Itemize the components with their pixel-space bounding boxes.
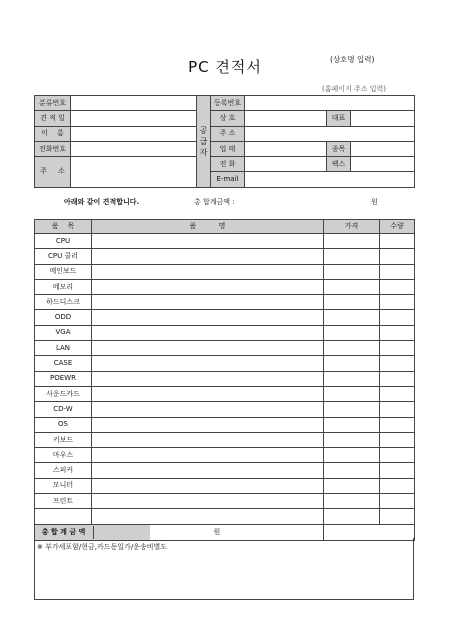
page-title: PC 견적서 <box>188 58 262 76</box>
item-category: CPU 쿨러 <box>35 249 92 264</box>
item-qty-cell[interactable] <box>380 310 415 325</box>
phone-label: 전화번호 <box>35 141 71 156</box>
phone-value[interactable] <box>71 141 197 156</box>
estimate-phrase: 아래와 같이 견적합니다. <box>64 198 140 206</box>
supplier-address-label: 주 소 <box>211 126 245 141</box>
date-label: 견 적 일 <box>35 111 71 126</box>
item-category: CD-W <box>35 402 92 417</box>
item-qty-cell[interactable] <box>380 249 415 264</box>
item-name-cell[interactable] <box>92 402 324 417</box>
homepage-placeholder: (홈페이지 주소 입력) <box>322 85 387 93</box>
category-value[interactable] <box>71 96 197 111</box>
item-qty-cell[interactable] <box>380 402 415 417</box>
table-row <box>35 494 415 509</box>
table-row <box>35 402 415 417</box>
item-price-cell[interactable] <box>324 432 380 447</box>
col-header-name: 품 명 <box>92 220 324 234</box>
item-price-cell[interactable] <box>324 478 380 493</box>
item-qty-cell[interactable] <box>380 478 415 493</box>
item-name-cell[interactable] <box>92 279 324 294</box>
item-qty-cell[interactable] <box>380 356 415 371</box>
item-name-cell[interactable] <box>92 478 324 493</box>
item-price-cell[interactable] <box>324 310 380 325</box>
item-price-cell[interactable] <box>324 279 380 294</box>
table-row <box>35 417 415 432</box>
item-name-cell[interactable] <box>92 463 324 478</box>
estimate-line <box>34 195 414 211</box>
company-label: 상 호 <box>211 111 245 126</box>
supplier-label: 공 급 자 <box>197 96 211 188</box>
col-header-category: 품 목 <box>35 220 92 234</box>
item-name-cell[interactable] <box>92 249 324 264</box>
item-qty-cell[interactable] <box>380 509 415 524</box>
item-name-cell[interactable] <box>92 341 324 356</box>
item-price-cell[interactable] <box>324 494 380 509</box>
reg-no-value[interactable] <box>245 96 415 111</box>
item-qty-cell[interactable] <box>380 234 415 249</box>
supplier-phone-label: 전 화 <box>211 157 245 172</box>
item-price-cell[interactable] <box>324 295 380 310</box>
email-label: E-mail <box>211 172 245 187</box>
reg-no-label: 등록번호 <box>211 96 245 111</box>
item-qty-cell[interactable] <box>380 417 415 432</box>
date-value[interactable] <box>71 111 197 126</box>
table-row <box>35 463 415 478</box>
item-price-cell[interactable] <box>324 509 380 524</box>
table-row <box>35 371 415 386</box>
table-row <box>35 325 415 340</box>
table-row <box>35 341 415 356</box>
address-label: 주 소 <box>35 157 71 188</box>
item-qty-cell[interactable] <box>380 371 415 386</box>
item-category: 프린트 <box>35 494 92 509</box>
item-qty-cell[interactable] <box>380 279 415 294</box>
table-row <box>35 448 415 463</box>
table-row <box>35 295 415 310</box>
item-qty-cell[interactable] <box>380 295 415 310</box>
fax-label: 팩스 <box>327 157 351 172</box>
item-category: CASE <box>35 356 92 371</box>
rep-label: 대표 <box>327 111 351 126</box>
business-label: 업 태 <box>211 141 245 156</box>
table-row <box>35 310 415 325</box>
address-value[interactable] <box>71 157 197 188</box>
item-category: OS <box>35 417 92 432</box>
item-qty-cell[interactable] <box>380 386 415 401</box>
item-name-cell[interactable] <box>92 417 324 432</box>
item-category: 모니터 <box>35 478 92 493</box>
item-name-cell[interactable] <box>92 371 324 386</box>
grand-total-label-text: 총 합 계 금 액 <box>35 526 94 539</box>
item-name-cell[interactable] <box>92 356 324 371</box>
estimate-total-label: 총 합계금액 : <box>194 198 235 206</box>
col-header-qty: 수량 <box>380 220 415 234</box>
col-header-price: 가격 <box>324 220 380 234</box>
item-name-cell[interactable] <box>92 509 324 524</box>
item-qty-cell[interactable] <box>380 264 415 279</box>
item-price-cell[interactable] <box>324 341 380 356</box>
item-category: 메인보드 <box>35 264 92 279</box>
item-price-cell[interactable] <box>324 371 380 386</box>
item-price-cell[interactable] <box>324 417 380 432</box>
item-price-cell[interactable] <box>324 249 380 264</box>
item-category: 키보드 <box>35 432 92 447</box>
table-row <box>35 234 415 249</box>
company-name-placeholder: (상호명 입력) <box>330 55 375 64</box>
fax-value[interactable] <box>351 157 415 172</box>
item-price-cell[interactable] <box>324 448 380 463</box>
table-row <box>35 478 415 493</box>
item-type-value[interactable] <box>351 141 415 156</box>
table-row <box>35 249 415 264</box>
category-label: 분류번호 <box>35 96 71 111</box>
item-name-cell[interactable] <box>92 310 324 325</box>
table-row <box>35 509 415 524</box>
supplier-phone-value[interactable] <box>245 157 327 172</box>
company-value[interactable] <box>245 111 327 126</box>
item-category: POEWR <box>35 371 92 386</box>
rep-value[interactable] <box>351 111 415 126</box>
email-value[interactable] <box>245 172 415 187</box>
item-name-cell[interactable] <box>92 494 324 509</box>
item-category: VGA <box>35 325 92 340</box>
supplier-address-value[interactable] <box>245 126 415 141</box>
table-row <box>35 386 415 401</box>
item-name-cell[interactable] <box>92 264 324 279</box>
item-category: 메모리 <box>35 279 92 294</box>
table-row <box>35 432 415 447</box>
table-row <box>35 264 415 279</box>
item-category: 사운드카드 <box>35 386 92 401</box>
item-category: 하드디스크 <box>35 295 92 310</box>
business-value[interactable] <box>245 141 327 156</box>
item-price-cell[interactable] <box>324 463 380 478</box>
item-name-cell[interactable] <box>92 448 324 463</box>
note-text: ※ 부가세포함/현금,카드동일가/운송비별도 <box>37 543 167 551</box>
item-qty-cell[interactable] <box>380 448 415 463</box>
item-category: LAN <box>35 341 92 356</box>
item-qty-cell[interactable] <box>380 341 415 356</box>
item-qty-cell[interactable] <box>380 463 415 478</box>
item-name-cell[interactable] <box>92 234 324 249</box>
table-row <box>35 279 415 294</box>
item-type-label: 종목 <box>327 141 351 156</box>
item-category: ODD <box>35 310 92 325</box>
item-name-cell[interactable] <box>92 432 324 447</box>
item-qty-cell[interactable] <box>380 432 415 447</box>
item-price-cell[interactable] <box>324 356 380 371</box>
note-box <box>34 538 414 600</box>
item-price-cell[interactable] <box>324 386 380 401</box>
item-qty-cell[interactable] <box>380 325 415 340</box>
name-label: 이 름 <box>35 126 71 141</box>
name-value[interactable] <box>71 126 197 141</box>
item-name-cell[interactable] <box>92 386 324 401</box>
info-table <box>34 95 415 188</box>
item-category <box>35 509 92 524</box>
grand-total-won[interactable]: 원 <box>213 527 221 536</box>
item-name-cell[interactable] <box>92 295 324 310</box>
items-table <box>34 219 415 541</box>
item-price-cell[interactable] <box>324 234 380 249</box>
item-qty-cell[interactable] <box>380 494 415 509</box>
item-category: 스피커 <box>35 463 92 478</box>
item-category: CPU <box>35 234 92 249</box>
item-name-cell[interactable] <box>92 325 324 340</box>
item-price-cell[interactable] <box>324 264 380 279</box>
item-category: 마우스 <box>35 448 92 463</box>
table-row <box>35 356 415 371</box>
estimate-won: 원 <box>371 198 378 206</box>
item-price-cell[interactable] <box>324 325 380 340</box>
item-price-cell[interactable] <box>324 402 380 417</box>
